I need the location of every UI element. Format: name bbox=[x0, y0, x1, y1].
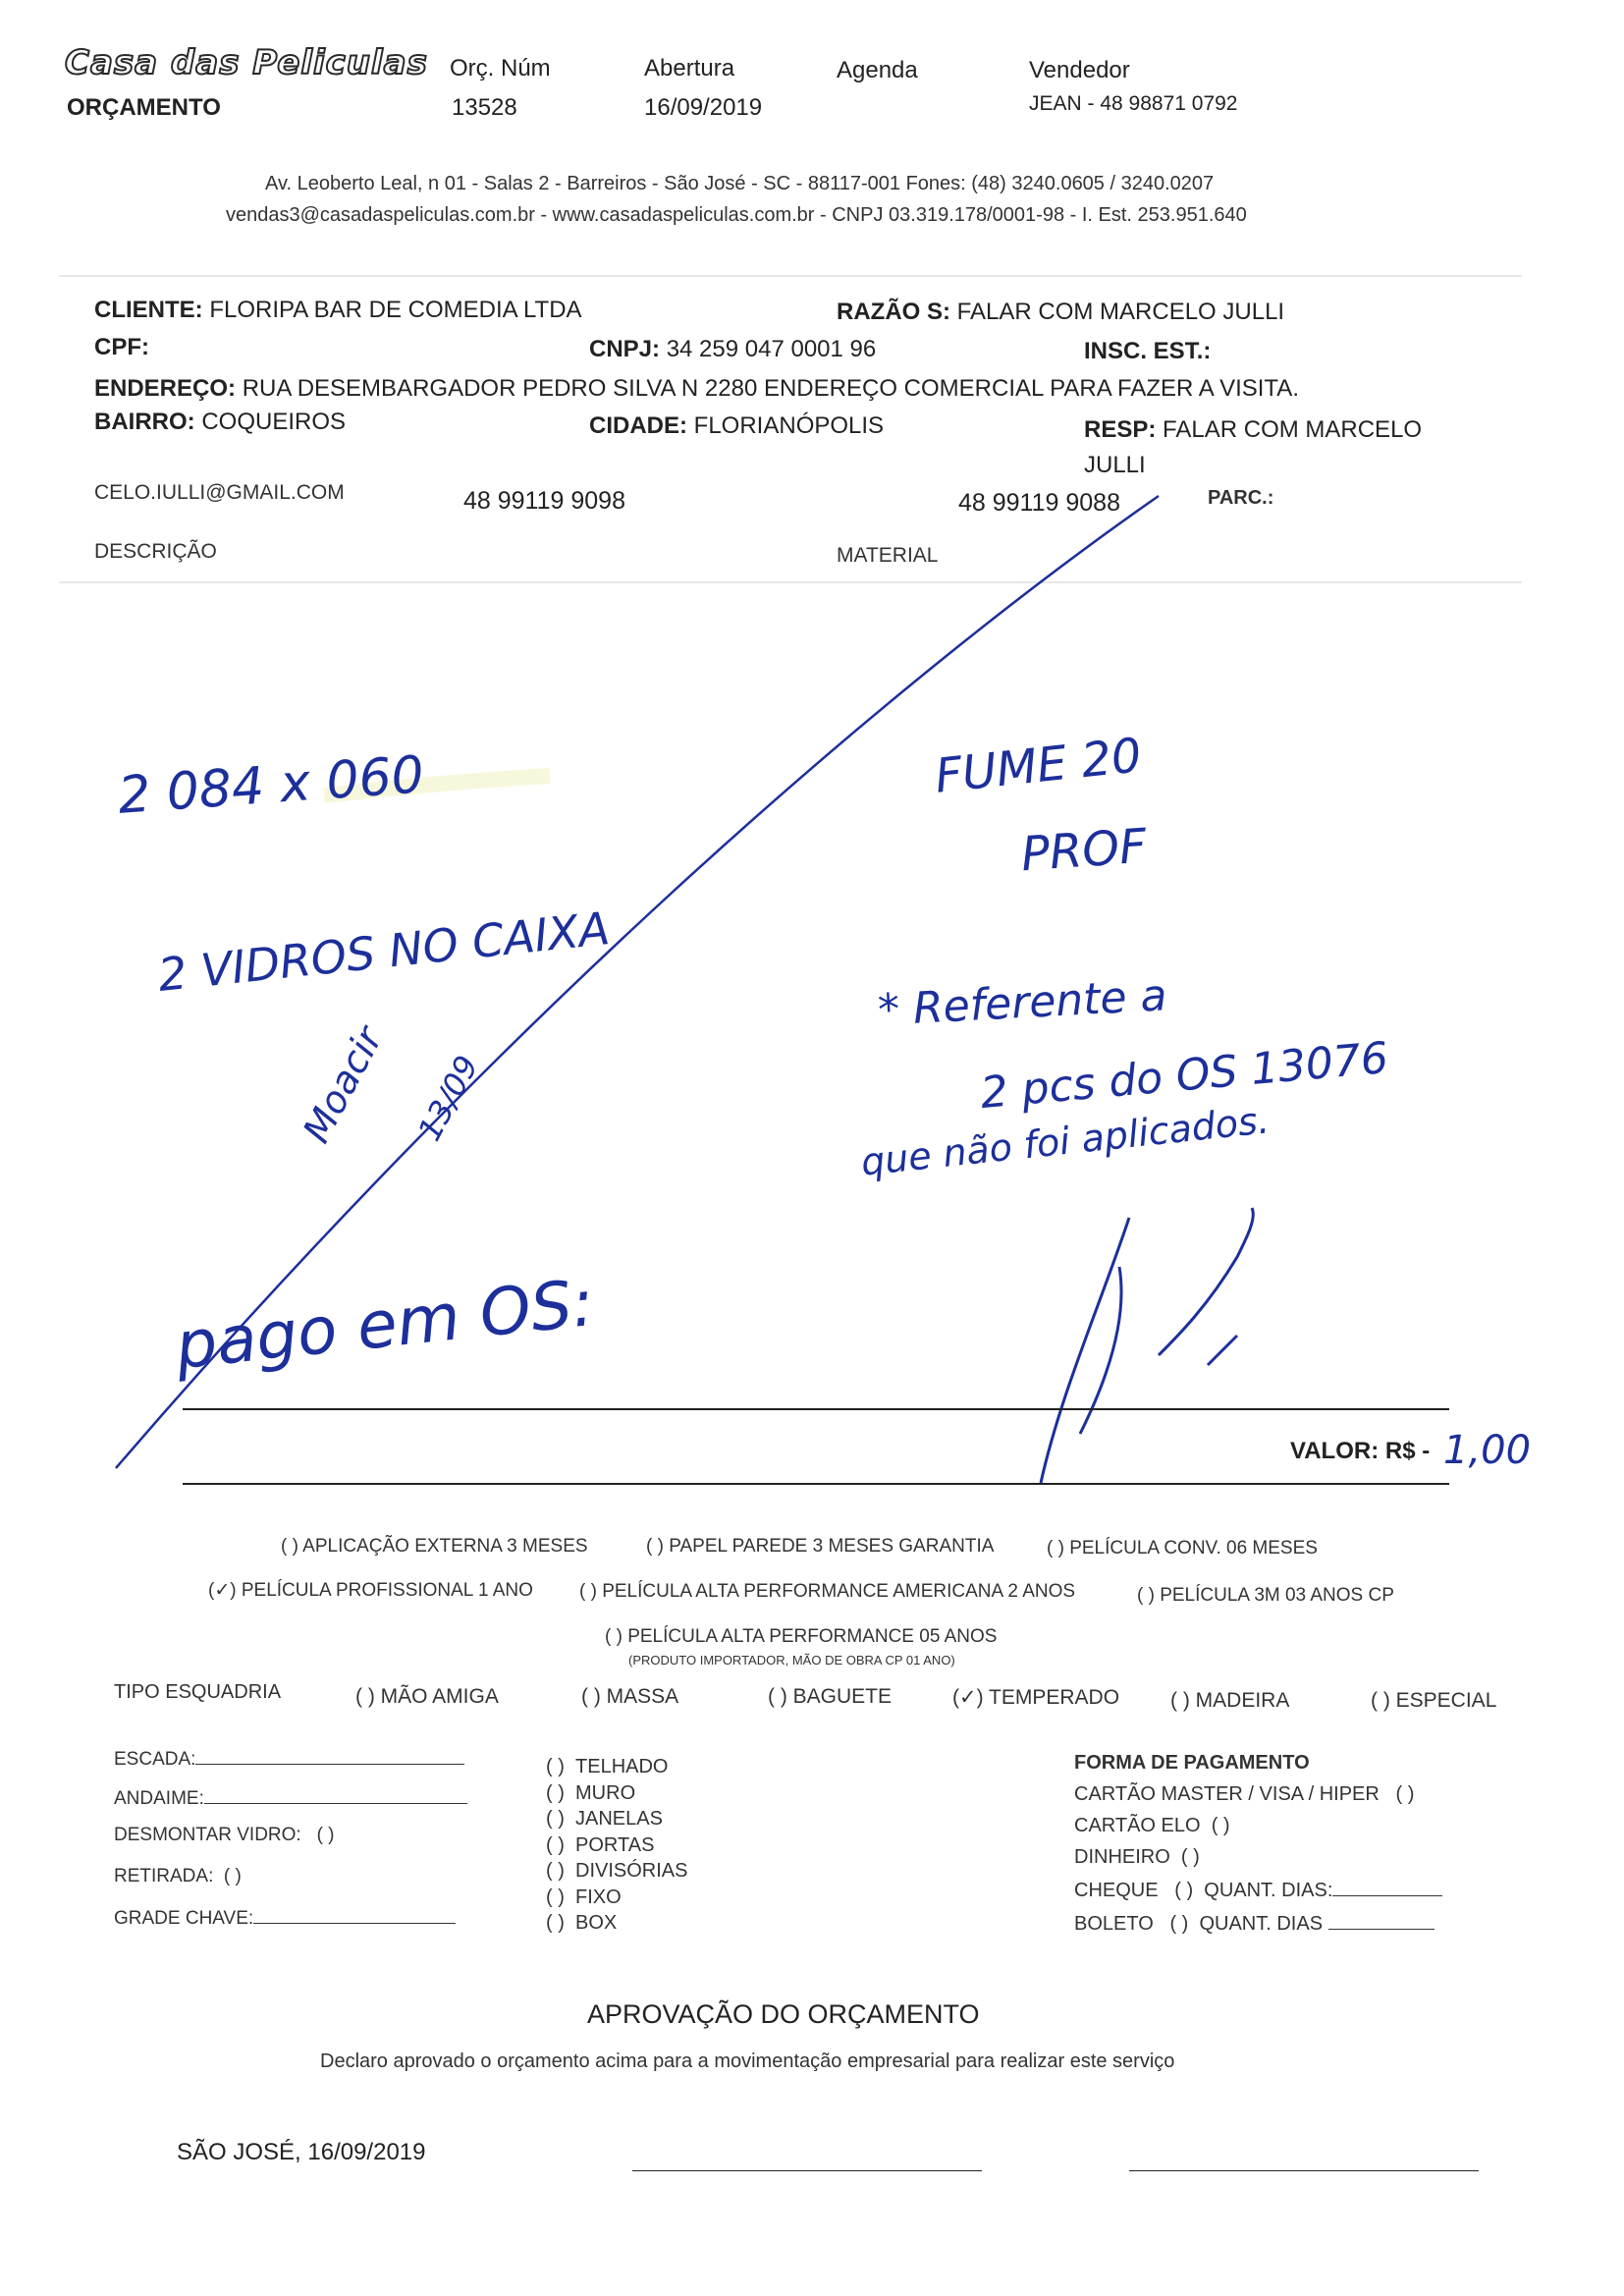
esquadria-mao-amiga[interactable]: ( ) MÃO AMIGA bbox=[355, 1685, 499, 1708]
pay-cartao[interactable]: CARTÃO MASTER / VISA / HIPER ( ) bbox=[1074, 1783, 1415, 1805]
razao-label: RAZÃO S: bbox=[837, 299, 950, 325]
razao-value: FALAR COM MARCELO JULLI bbox=[956, 299, 1285, 325]
approval-place-date: SÃO JOSÉ, 16/09/2019 bbox=[177, 2139, 426, 2165]
esquadria-baguete[interactable]: ( ) BAGUETE bbox=[768, 1685, 893, 1708]
client-email: CELO.IULLI@GMAIL.COM bbox=[94, 481, 345, 504]
hand-ref-3: que não foi aplicados. bbox=[858, 1098, 1272, 1184]
escada-label: ESCADA: bbox=[114, 1749, 196, 1770]
cliente-label: CLIENTE: bbox=[94, 297, 203, 323]
endereco-label: ENDEREÇO: bbox=[94, 375, 237, 402]
local-box[interactable]: ( ) BOX bbox=[546, 1912, 618, 1934]
endereco-value: RUA DESEMBARGADOR PEDRO SILVA N 2280 ENDEREÇO COMERCIAL PARA FAZER A VISITA. bbox=[242, 375, 1299, 402]
bairro-value: COQUEIROS bbox=[201, 409, 347, 435]
hand-ref-1: * Referente a bbox=[876, 970, 1168, 1036]
client-phone-2: 48 99119 9088 bbox=[958, 489, 1120, 517]
retirada-field[interactable] bbox=[114, 1866, 242, 1887]
pay-dinheiro[interactable]: DINHEIRO ( ) bbox=[1074, 1846, 1200, 1868]
orc-num-value: 13528 bbox=[452, 94, 517, 121]
document-type: ORÇAMENTO bbox=[67, 94, 221, 121]
address-line-2: vendas3@casadaspeliculas.com.br - www.casadaspeliculas.com.br - CNPJ 03.319.178/0001-98 - I. Est. 253.951.640 bbox=[226, 204, 1247, 226]
local-muro[interactable]: ( ) MURO bbox=[546, 1781, 636, 1804]
approval-text: Declaro aprovado o orçamento acima para a movimentação empresarial para realizar este serviço bbox=[320, 2050, 1175, 2072]
valor-label: VALOR: R$ - bbox=[1290, 1438, 1431, 1464]
pay-cheque[interactable]: CHEQUE ( ) QUANT. DIAS: bbox=[1074, 1878, 1442, 1902]
option-pelicula-3m[interactable]: ( ) PELÍCULA 3M 03 ANOS CP bbox=[1137, 1585, 1394, 1606]
hand-measure: 2 084 x 060 bbox=[116, 745, 426, 826]
cpf-label: CPF: bbox=[94, 334, 149, 360]
hand-pago: pago em OS: bbox=[172, 1264, 598, 1385]
parc-label: PARC.: bbox=[1208, 487, 1274, 509]
esquadria-temperado[interactable]: (✓) TEMPERADO bbox=[952, 1686, 1120, 1709]
grade-label: GRADE CHAVE: bbox=[114, 1908, 254, 1929]
option-pelicula-conv[interactable]: ( ) PELÍCULA CONV. 06 MESES bbox=[1047, 1538, 1318, 1558]
company-logo: Casa das Peliculas bbox=[65, 43, 428, 82]
locais-list bbox=[546, 1754, 688, 1937]
grade-field[interactable] bbox=[114, 1905, 456, 1930]
andaime-field[interactable] bbox=[114, 1785, 467, 1810]
retirada-label: RETIRADA: bbox=[114, 1866, 214, 1886]
escada-line bbox=[195, 1746, 464, 1765]
pay-elo[interactable]: CARTÃO ELO ( ) bbox=[1074, 1815, 1230, 1836]
material-label: MATERIAL bbox=[837, 544, 939, 567]
valor-line-top bbox=[183, 1408, 1449, 1410]
valor-line-bottom bbox=[183, 1483, 1449, 1485]
orc-num-label: Orç. Núm bbox=[450, 55, 551, 82]
option-note: (PRODUTO IMPORTADOR, MÃO DE OBRA CP 01 ANO) bbox=[628, 1653, 955, 1667]
esquadria-madeira[interactable]: ( ) MADEIRA bbox=[1170, 1689, 1290, 1712]
desmontar-field[interactable] bbox=[114, 1825, 335, 1846]
insc-label: INSC. EST.: bbox=[1084, 338, 1212, 364]
esquadria-label: TIPO ESQUADRIA bbox=[114, 1681, 282, 1703]
grade-line bbox=[253, 1905, 456, 1924]
cnpj-value: 34 259 047 0001 96 bbox=[666, 336, 877, 362]
local-fixo[interactable]: ( ) FIXO bbox=[546, 1886, 622, 1908]
hand-initials: Moacir bbox=[295, 1019, 392, 1150]
resp-label: RESP: bbox=[1084, 416, 1157, 443]
local-divisorias[interactable]: ( ) DIVISÓRIAS bbox=[546, 1860, 688, 1882]
andaime-line bbox=[204, 1785, 467, 1804]
cidade-value: FLORIANÓPOLIS bbox=[693, 412, 885, 439]
hand-vidros: 2 VIDROS NO CAIXA bbox=[155, 902, 613, 1002]
option-pelicula-alta-performance[interactable]: ( ) PELÍCULA ALTA PERFORMANCE 05 ANOS bbox=[605, 1626, 998, 1647]
boleto-line bbox=[1328, 1911, 1435, 1930]
vendedor-value: JEAN - 48 98871 0792 bbox=[1029, 92, 1238, 115]
address-line-1: Av. Leoberto Leal, n 01 - Salas 2 - Barreiros - São José - SC - 88117-001 Fones: (48) 3240.0605 / 3240.0207 bbox=[265, 173, 1215, 194]
pay-boleto[interactable]: BOLETO ( ) QUANT. DIAS bbox=[1074, 1911, 1435, 1936]
option-pelicula-profissional[interactable]: (✓) PELÍCULA PROFISSIONAL 1 ANO bbox=[208, 1580, 533, 1601]
client-phone-1: 48 99119 9098 bbox=[463, 487, 625, 515]
hand-material-2: PROF bbox=[1019, 818, 1149, 883]
local-portas[interactable]: ( ) PORTAS bbox=[546, 1833, 655, 1856]
signature-line-2 bbox=[1129, 2170, 1479, 2171]
cnpj-label: CNPJ: bbox=[589, 336, 661, 362]
abertura-date: 16/09/2019 bbox=[644, 94, 763, 121]
approval-title: APROVAÇÃO DO ORÇAMENTO bbox=[587, 1999, 980, 2029]
cliente-value: FLORIPA BAR DE COMEDIA LTDA bbox=[209, 297, 582, 323]
bairro-label: BAIRRO: bbox=[94, 409, 195, 435]
valor-amount: 1,00 bbox=[1443, 1428, 1532, 1473]
resp-value: FALAR COM MARCELO bbox=[1163, 416, 1423, 443]
andaime-label: ANDAIME: bbox=[114, 1788, 204, 1809]
resp-value-2: JULLI bbox=[1084, 452, 1146, 478]
agenda-label: Agenda bbox=[837, 57, 918, 83]
local-telhado[interactable]: ( ) TELHADO bbox=[546, 1756, 669, 1777]
option-pelicula-americana[interactable]: ( ) PELÍCULA ALTA PERFORMANCE AMERICANA 2 ANOS bbox=[579, 1581, 1076, 1602]
descricao-label: DESCRIÇÃO bbox=[94, 540, 217, 563]
esquadria-massa[interactable]: ( ) MASSA bbox=[581, 1685, 679, 1708]
hand-ref-2: 2 pcs do OS 13076 bbox=[978, 1032, 1390, 1120]
retirada-box[interactable]: ( ) bbox=[223, 1866, 242, 1886]
cheque-line bbox=[1332, 1878, 1442, 1896]
abertura-label: Abertura bbox=[644, 55, 735, 82]
desmontar-label: DESMONTAR VIDRO: bbox=[114, 1825, 301, 1845]
cidade-label: CIDADE: bbox=[589, 412, 687, 439]
signature-icon bbox=[1041, 1208, 1253, 1483]
payment-title: FORMA DE PAGAMENTO bbox=[1074, 1752, 1310, 1774]
vendedor-label: Vendedor bbox=[1029, 57, 1130, 83]
hand-initials-date: 13/09 bbox=[410, 1049, 486, 1147]
signature-line-1 bbox=[632, 2170, 982, 2171]
option-aplicacao-externa[interactable]: ( ) APLICAÇÃO EXTERNA 3 MESES bbox=[281, 1536, 588, 1557]
escada-field[interactable] bbox=[114, 1746, 464, 1771]
option-papel-parede[interactable]: ( ) PAPEL PAREDE 3 MESES GARANTIA bbox=[646, 1536, 995, 1557]
local-janelas[interactable]: ( ) JANELAS bbox=[546, 1808, 663, 1830]
hand-material: FUME 20 bbox=[932, 728, 1145, 804]
desmontar-box[interactable]: ( ) bbox=[316, 1825, 335, 1845]
esquadria-especial[interactable]: ( ) ESPECIAL bbox=[1371, 1689, 1497, 1712]
